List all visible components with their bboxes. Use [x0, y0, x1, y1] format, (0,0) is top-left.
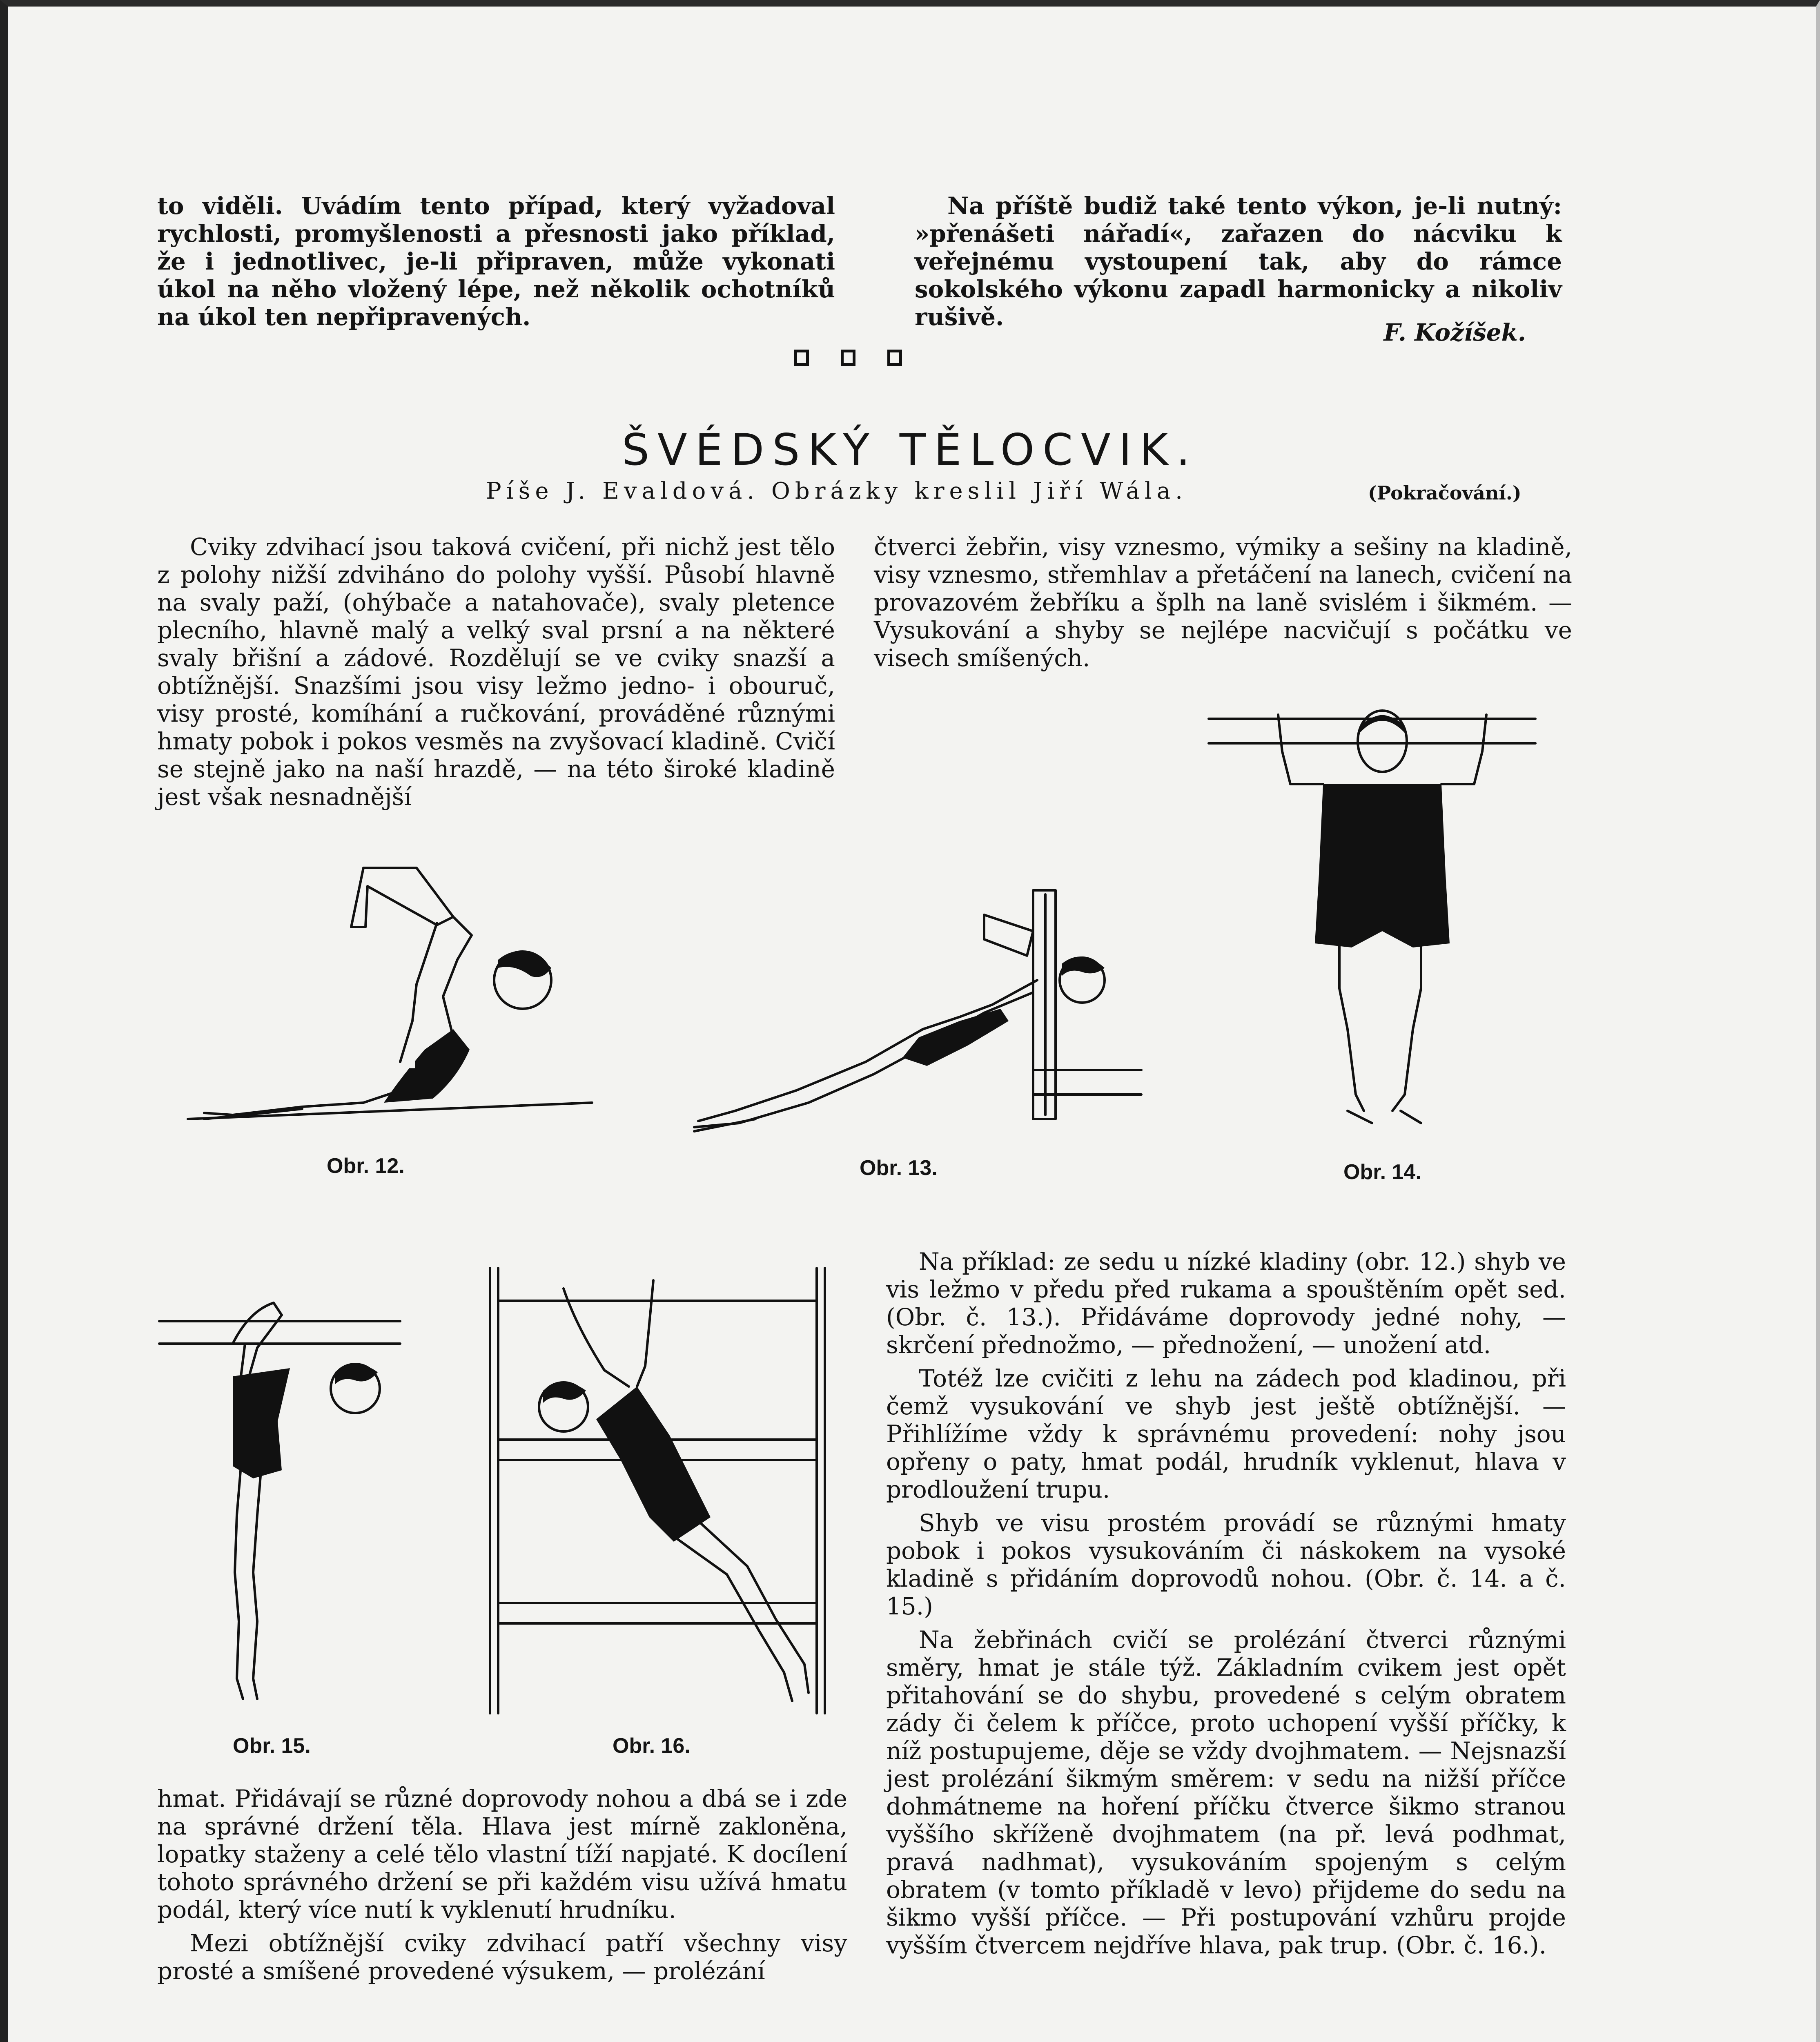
- figure-15-caption: Obr. 15.: [233, 1734, 311, 1758]
- divider-square-icon: [887, 350, 902, 366]
- paragraph: Shyb ve visu prostém provádí se různými hmaty pobok i pokos vysukováním či náskokem na vysoké kladině s přidáním doprovodů nohou. (Obr. č. 14. a č. 15.): [886, 1509, 1566, 1620]
- paragraph: Totéž lze cvičiti z lehu na zádech pod kladinou, při čemž vysukování ve shyb jest ještě obtížnější. — Přihlížíme vždy k správnému provedení: nohy jsou opřeny o paty, hmat podál, hrudník vyklenut, hlava v prodloužení trupu.: [886, 1364, 1566, 1503]
- paragraph: Na příklad: ze sedu u nízké kladiny (obr. 12.) shyb ve vis ležmo v předu před rukama a spouštěním opět sed. (Obr. č. 13.). Přidáváme doprovody jedné nohy, — skrčení přednožmo, — přednožení, — unožení atd.: [886, 1248, 1566, 1359]
- divider-square-icon: [841, 350, 855, 366]
- top-right-column: [915, 192, 1562, 337]
- intro-right-column: [874, 533, 1572, 678]
- intro-left-column: [157, 533, 835, 816]
- figure-16-caption: Obr. 16.: [613, 1734, 691, 1758]
- figure-15-illustration: [155, 1286, 408, 1719]
- figure-13-illustration: [674, 882, 1143, 1144]
- paragraph: Mezi obtížnější cviky zdvihací patří všechny visy prosté a smíšené provedené výsukem, — prolézání: [157, 1929, 847, 1985]
- figure-12-caption: Obr. 12.: [327, 1154, 405, 1178]
- paragraph: čtverci žebřin, visy vznesmo, výmiky a sešiny na kladině, visy vznesmo, střemhlav a přetáčení na lanech, cvičení na provazovém žebříku a šplh na laně svislém i šikmém. — Vysukování a shyby se nejlépe nacvičují s počátku ve visech smíšených.: [874, 533, 1572, 672]
- author-signature: F. Kožíšek.: [1383, 319, 1526, 346]
- paragraph: Na příště budiž také tento výkon, je-li nutný: »přenášeti nářadí«, zařazen do nácviku k veřejnému vystoupení tak, aby do rámce sokolského výkonu zapadl harmonicky a nikoliv rušivě.: [915, 192, 1562, 331]
- article-title: ŠVÉDSKÝ TĚLOCVIK.: [622, 425, 1198, 475]
- paragraph: to viděli. Uvádím tento případ, který vyžadoval rychlosti, promyšlenosti a přesnosti jako příklad, že i jednotlivec, je-li připraven, může vykonati úkol na něho vložený lépe, než několik ochotníků na úkol ten nepřipravených.: [157, 192, 835, 331]
- section-divider: [794, 350, 902, 366]
- figure-14-caption: Obr. 14.: [1343, 1160, 1421, 1184]
- article-byline: Píše J. Evaldová. Obrázky kreslil Jiří Wála.: [486, 478, 1187, 504]
- top-left-column: [157, 192, 835, 337]
- continued-note: (Pokračování.): [1368, 482, 1521, 504]
- paragraph: hmat. Přidávají se různé doprovody nohou a dbá se i zde na správné držení těla. Hlava jest mírně zakloněna, lopatky staženy a celé tělo vlastní tíží napjaté. K docílení tohoto správného držení se při každém visu užívá hmatu podál, který více nutí k vyklenutí hrudníku.: [157, 1785, 847, 1924]
- divider-square-icon: [794, 350, 809, 366]
- lower-right-column: [886, 1248, 1566, 1965]
- paragraph: Na žebřinách cvičí se prolézání čtverci různými směry, hmat je stále týž. Základním cvikem jest opět přitahování se do shybu, provedené s celým obratem zády či čelem k příčce, proto uchopení vyšší příčky, k níž postupujeme, děje se vždy dvojhmatem. — Nejsnazší jest prolézání šikmým směrem: v sedu na nižší příčce dohmátneme na hoření příčku čtverce šikmo stranou vyššího skříženě dvojhmatem (na př. levá podhmat, pravá nadhmat), vysukováním spojeným s celým obratem (v tomto příkladě v levo) přijdeme do sedu na šikmo vyšší příčce. — Při postupování vzhůru projde vyšším čtvercem nejdříve hlava, pak trup. (Obr. č. 16.).: [886, 1626, 1566, 1959]
- figure-13-caption: Obr. 13.: [860, 1156, 938, 1180]
- paragraph: Cviky zdvihací jsou taková cvičení, při nichž jest tělo z polohy nižší zdviháno do polohy vyšší. Působí hlavně na svaly paží, (ohýbače a natahovače), svaly pletence plecního, hlavně malý a velký sval prsní a na některé svaly břišní a zádové. Rozdělují se ve cviky snazší a obtížnější. Snazšími jsou visy ležmo jedno- i obouruč, visy prosté, komíhání a ručkování, prováděné různými hmaty pobok i pokos vesměs na zvyšovací kladině. Cvičí se stejně jako na naší hrazdě, — na této široké kladině jest však nesnadnější: [157, 533, 835, 811]
- figure-14-illustration: [1201, 702, 1552, 1144]
- figure-16-illustration: [482, 1264, 841, 1717]
- figure-12-illustration: [172, 858, 613, 1135]
- lower-left-column: [157, 1785, 847, 1991]
